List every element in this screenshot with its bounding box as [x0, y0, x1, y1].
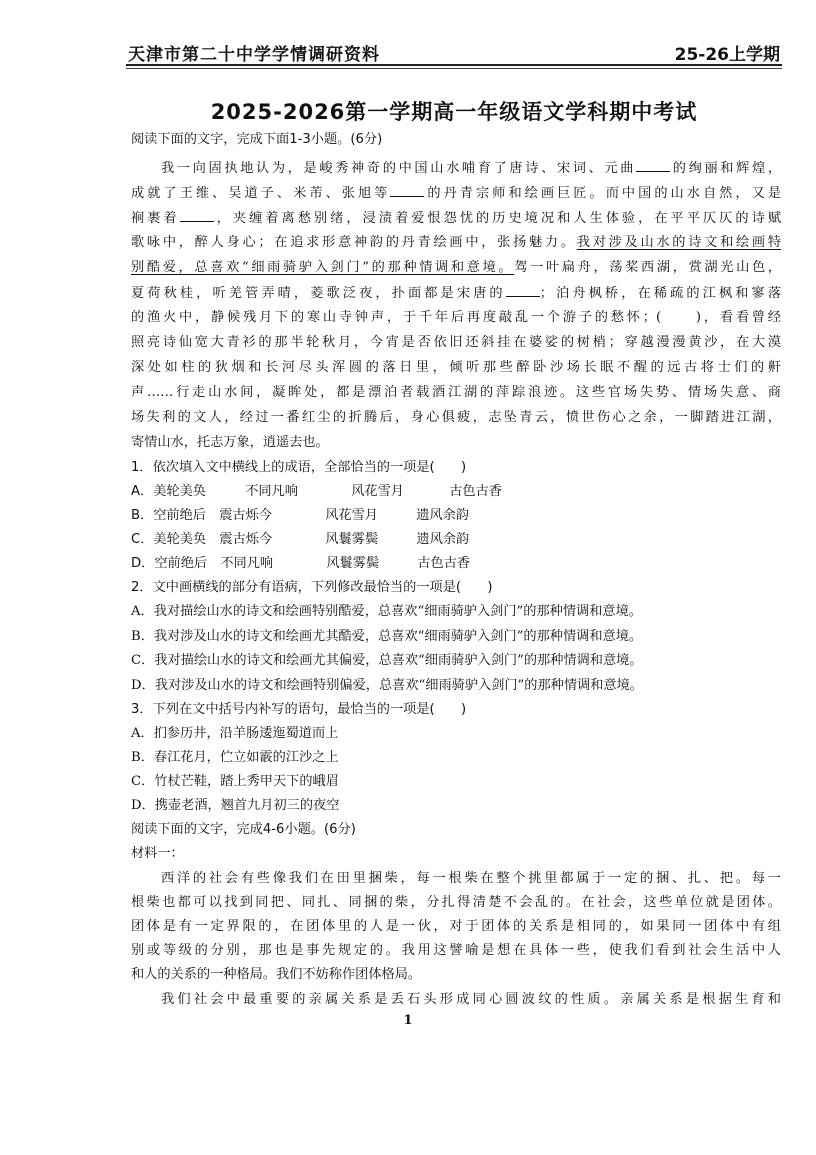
exam-title: 2025-2026第一学期高一年级语文学科期中考试: [210, 100, 698, 124]
passage1-line: 裥裹着 ，夹缠着离愁别绪，浸渍着爱恨怨忧的历史境况和人生体验，在平平仄仄的诗赋: [131, 211, 782, 226]
passage2-line: 和人的关系的一种格局。我们不妨称作团体格局。: [131, 967, 422, 982]
question-1-option: A．美轮美奂 不同凡响 风花雪月 古色古香: [131, 484, 502, 499]
question-2-option: D．我对涉及山水的诗文和绘画特别偏爱，总喜欢“细雨骑驴入剑门”的那种情调和意境。: [131, 678, 643, 693]
header-term: 25-26上学期: [674, 45, 780, 65]
passage1-line: 声……行走山水间，凝眸处，都是漂泊者载酒江湖的萍踪浪迹。这些官场失势、情场失意、商: [131, 385, 781, 400]
passage1-line: 我一向固执地认为，是峻秀神奇的中国山水哺育了唐诗、宋词、元曲 的绚丽和辉煌，: [161, 161, 782, 176]
passage1-line: 场失利的文人，经过一番红尘的折腾后，身心俱疲，志坠青云，愤世伤心之余，一脚踏进江湖，: [131, 410, 781, 425]
passage2-line: 团体是有一定界限的，在团体里的人是一伙，对于团体的关系是相同的，如果同一团体中有组: [131, 919, 781, 934]
blank-3: [180, 209, 214, 222]
question-2-option: A．我对描绘山水的诗文和绘画特别酷爱，总喜欢“细雨骑驴入剑门”的那种情调和意境。: [131, 604, 642, 619]
material-label: 材料一：: [131, 846, 184, 861]
question-1-option: D．空前绝后 不同凡响 风鬟雾鬓 古色古香: [131, 556, 471, 571]
passage2-line: 别或等级的分别，那也是事先规定的。我用这譬喻是想在具体一些，使我们看到社会生活中人: [131, 943, 781, 958]
question-1-option: C．美轮美奂 震古烁今 风鬟雾鬓 遗风余韵: [131, 532, 470, 547]
question-3-option: D．携壶老酒，翘首九月初三的夜空: [131, 798, 340, 813]
running-header: [126, 38, 782, 66]
passage1-line: 寄情山水，托志万象，逍遥去也。: [131, 435, 329, 450]
header-school: 天津市第二十中学学情调研资料: [128, 45, 380, 65]
passage1-line: 深处如柱的狄烟和长河尽头浑圆的落日里，倾听那些醉卧沙场长眠不醒的远古将士们的鼾: [131, 360, 781, 375]
passage1-line: 夏荷秋桂，听羌管弄晴，菱歌泛夜，扑面都是宋唐的 ；泊舟枫桥，在稀疏的江枫和寥落: [131, 286, 782, 301]
underlined-sentence: 别酷爱，总喜欢“细雨骑驴入剑门”的那种情调和意境。: [131, 260, 515, 275]
question-2-stem: 2．文中画横线的部分有语病，下列修改最恰当的一项是( ): [131, 580, 493, 595]
section1-instruction: 阅读下面的文字，完成下面1-3小题。(6分): [131, 132, 383, 147]
question-2-option: B．我对涉及山水的诗文和绘画尤其酷爱，总喜欢“细雨骑驴入剑门”的那种情调和意境。: [131, 629, 643, 644]
passage1-line: 照亮诗仙宽大青衫的那半轮秋月，今宵是否依旧还斜挂在婆娑的树梢；穿越漫漫黄沙，在大漠: [131, 335, 781, 350]
header-divider: [126, 68, 782, 69]
question-2-option: C．我对描绘山水的诗文和绘画尤其偏爱，总喜欢“细雨骑驴入剑门”的那种情调和意境。: [131, 653, 643, 668]
passage1-line: 别酷爱，总喜欢“细雨骑驴入剑门”的那种情调和意境。驾一叶扁舟，荡桨西湖，赏湖光山色，: [131, 260, 782, 275]
passage2-line: 我们社会中最重要的亲属关系是丢石头形成同心圆波纹的性质。亲属关系是根据生育和: [161, 992, 781, 1007]
passage1-line: 歌咏中，醉人身心；在追求形意神韵的丹青绘画中，张扬魅力。我对涉及山水的诗文和绘画特: [131, 235, 782, 250]
passage2-line: 根柴也都可以找到同把、同扎、同捆的柴，分扎得清楚不会乱的。在社会，这些单位就是团体。: [131, 895, 781, 910]
blank-4: [506, 284, 540, 297]
question-3-option: B．春江花月，伫立如霰的江沙之上: [131, 750, 339, 765]
blank-1: [636, 159, 670, 172]
passage1-line: 成就了王维、吴道子、米芾、张旭等 的丹青宗师和绘画巨匠。而中国的山水自然，又是: [131, 186, 782, 201]
question-3-stem: 3．下列在文中括号内补写的语句，最恰当的一项是( ): [131, 702, 467, 717]
underlined-sentence: 我对涉及山水的诗文和绘画特: [576, 235, 782, 250]
question-1-stem: 1．依次填入文中横线上的成语，全部恰当的一项是( ): [131, 460, 467, 475]
question-3-option: C．竹杖芒鞋，踏上秀甲天下的峨眉: [131, 774, 339, 789]
question-1-option: B．空前绝后 震古烁今 风花雪月 遗风余韵: [131, 508, 469, 523]
passage1-line: 的渔火中，静候残月下的寒山寺钟声，于千年后再度敲乱一个游子的愁怀；( )，看看曾经: [131, 310, 781, 325]
section2-instruction: 阅读下面的文字，完成4-6小题。(6分): [131, 822, 356, 837]
page-number: 1: [403, 1013, 413, 1028]
passage2-line: 西洋的社会有些像我们在田里捆柴，每一根柴在整个挑里都属于一定的捆、扎、把。每一: [161, 871, 781, 886]
blank-2: [390, 184, 424, 197]
question-3-option: A．扪参历井，沿羊肠逶迤蜀道而上: [131, 726, 339, 741]
